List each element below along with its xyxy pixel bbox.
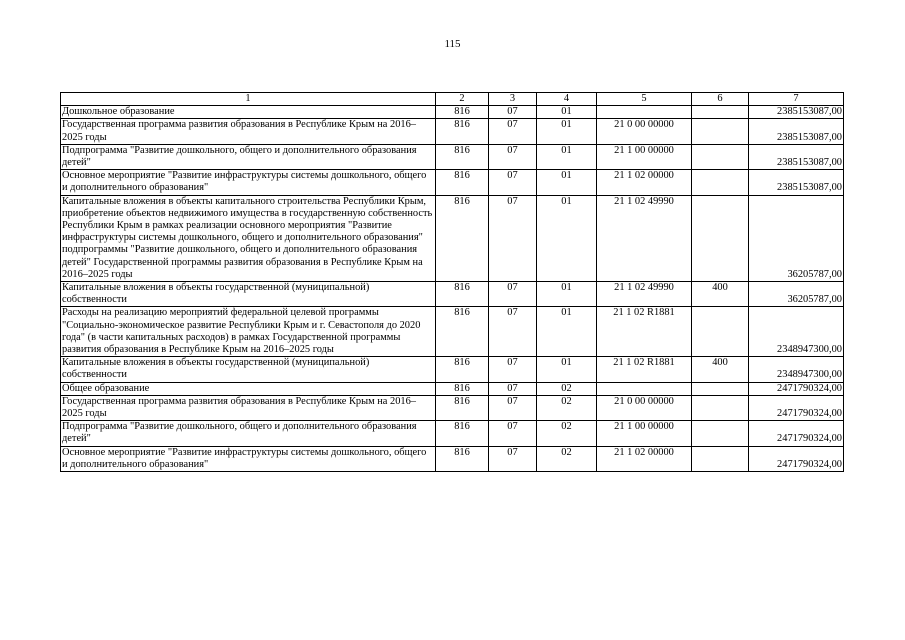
section-code-cell: 07 [489, 357, 537, 382]
amount-cell: 2471790324,00 [749, 446, 844, 471]
target-article-cell: 21 1 02 49990 [597, 195, 692, 281]
expense-type-cell [692, 195, 749, 281]
table-row [61, 119, 844, 144]
section-code-cell: 07 [489, 106, 537, 119]
expense-type-cell [692, 144, 749, 169]
ministry-code-cell: 816 [436, 170, 489, 195]
header-cell: 6 [692, 93, 749, 106]
expense-type-cell [692, 382, 749, 395]
target-article-cell [597, 106, 692, 119]
target-article-cell: 21 1 02 49990 [597, 282, 692, 307]
row-name-cell: Подпрограмма "Развитие дошкольного, общего и дополнительного образования детей" [61, 421, 436, 446]
expense-type-cell [692, 446, 749, 471]
target-article-cell: 21 0 00 00000 [597, 119, 692, 144]
expense-type-cell: 400 [692, 282, 749, 307]
expense-type-cell [692, 170, 749, 195]
row-name-cell: Государственная программа развития образования в Республике Крым на 2016–2025 годы [61, 395, 436, 420]
expense-type-cell [692, 421, 749, 446]
expense-type-cell [692, 395, 749, 420]
expense-type-cell [692, 119, 749, 144]
ministry-code-cell: 816 [436, 106, 489, 119]
row-name-cell: Общее образование [61, 382, 436, 395]
table-row [61, 421, 844, 446]
subsection-code-cell: 02 [537, 421, 597, 446]
target-article-cell [597, 382, 692, 395]
ministry-code-cell: 816 [436, 357, 489, 382]
subsection-code-cell: 01 [537, 195, 597, 281]
ministry-code-cell: 816 [436, 446, 489, 471]
header-cell: 2 [436, 93, 489, 106]
ministry-code-cell: 816 [436, 382, 489, 395]
row-name-cell: Капитальные вложения в объекты государственной (муниципальной) собственности [61, 357, 436, 382]
row-name-cell: Основное мероприятие "Развитие инфраструктуры системы дошкольного, общего и дополнительного образования" [61, 170, 436, 195]
row-name-cell: Основное мероприятие "Развитие инфраструктуры системы дошкольного, общего и дополнительного образования" [61, 446, 436, 471]
amount-cell: 2385153087,00 [749, 106, 844, 119]
budget-table [60, 92, 844, 472]
table-row [61, 106, 844, 119]
amount-cell: 2385153087,00 [749, 119, 844, 144]
row-name-cell: Капитальные вложения в объекты государственной (муниципальной) собственности [61, 282, 436, 307]
section-code-cell: 07 [489, 307, 537, 357]
subsection-code-cell: 01 [537, 357, 597, 382]
expense-type-cell [692, 106, 749, 119]
header-cell: 3 [489, 93, 537, 106]
amount-cell: 2348947300,00 [749, 307, 844, 357]
section-code-cell: 07 [489, 395, 537, 420]
section-code-cell: 07 [489, 382, 537, 395]
target-article-cell: 21 1 00 00000 [597, 421, 692, 446]
subsection-code-cell: 01 [537, 170, 597, 195]
amount-cell: 36205787,00 [749, 195, 844, 281]
expense-type-cell [692, 307, 749, 357]
table-row [61, 170, 844, 195]
ministry-code-cell: 816 [436, 144, 489, 169]
table-row [61, 144, 844, 169]
table-row [61, 357, 844, 382]
page-number: 115 [444, 38, 461, 50]
subsection-code-cell: 02 [537, 395, 597, 420]
subsection-code-cell: 02 [537, 382, 597, 395]
subsection-code-cell: 01 [537, 282, 597, 307]
table-row [61, 195, 844, 281]
amount-cell: 2471790324,00 [749, 382, 844, 395]
ministry-code-cell: 816 [436, 119, 489, 144]
target-article-cell: 21 0 00 00000 [597, 395, 692, 420]
section-code-cell: 07 [489, 144, 537, 169]
section-code-cell: 07 [489, 282, 537, 307]
subsection-code-cell: 01 [537, 307, 597, 357]
header-cell: 5 [597, 93, 692, 106]
table-row [61, 282, 844, 307]
target-article-cell: 21 1 02 R1881 [597, 357, 692, 382]
row-name-cell: Государственная программа развития образования в Республике Крым на 2016–2025 годы [61, 119, 436, 144]
amount-cell: 2471790324,00 [749, 395, 844, 420]
header-cell: 7 [749, 93, 844, 106]
row-name-cell: Капитальные вложения в объекты капитального строительства Республики Крым, приобретение объектов недвижимого имущества в государственную собственность Республики Крым в рамках реализации основного мероприятия "Развитие инфраструктуры системы дошкольного, общего и дополнительного образования" подпрограммы "Развитие дошкольного, общего и дополнительного образования детей" Государственной программы развития образования в Республике Крым на 2016–2025 годы [61, 195, 436, 281]
table-row [61, 382, 844, 395]
subsection-code-cell: 01 [537, 144, 597, 169]
subsection-code-cell: 02 [537, 446, 597, 471]
target-article-cell: 21 1 02 00000 [597, 170, 692, 195]
row-name-cell: Подпрограмма "Развитие дошкольного, общего и дополнительного образования детей" [61, 144, 436, 169]
ministry-code-cell: 816 [436, 307, 489, 357]
header-row [61, 93, 844, 106]
ministry-code-cell: 816 [436, 395, 489, 420]
ministry-code-cell: 816 [436, 421, 489, 446]
row-name-cell: Дошкольное образование [61, 106, 436, 119]
table-row [61, 395, 844, 420]
target-article-cell: 21 1 02 00000 [597, 446, 692, 471]
ministry-code-cell: 816 [436, 195, 489, 281]
amount-cell: 2348947300,00 [749, 357, 844, 382]
section-code-cell: 07 [489, 446, 537, 471]
section-code-cell: 07 [489, 195, 537, 281]
header-cell: 1 [61, 93, 436, 106]
target-article-cell: 21 1 00 00000 [597, 144, 692, 169]
ministry-code-cell: 816 [436, 282, 489, 307]
amount-cell: 2471790324,00 [749, 421, 844, 446]
subsection-code-cell: 01 [537, 119, 597, 144]
expense-type-cell: 400 [692, 357, 749, 382]
table-row [61, 446, 844, 471]
amount-cell: 36205787,00 [749, 282, 844, 307]
section-code-cell: 07 [489, 170, 537, 195]
subsection-code-cell: 01 [537, 106, 597, 119]
section-code-cell: 07 [489, 119, 537, 144]
header-cell: 4 [537, 93, 597, 106]
target-article-cell: 21 1 02 R1881 [597, 307, 692, 357]
amount-cell: 2385153087,00 [749, 144, 844, 169]
amount-cell: 2385153087,00 [749, 170, 844, 195]
section-code-cell: 07 [489, 421, 537, 446]
row-name-cell: Расходы на реализацию мероприятий федеральной целевой программы "Социально-экономическое развитие Республики Крым и г. Севастополя до 2020 года" (в части капитальных расходов) в рамках Государственной программы развития образования в Республике Крым на 2016–2025 годы [61, 307, 436, 357]
table-row [61, 307, 844, 357]
